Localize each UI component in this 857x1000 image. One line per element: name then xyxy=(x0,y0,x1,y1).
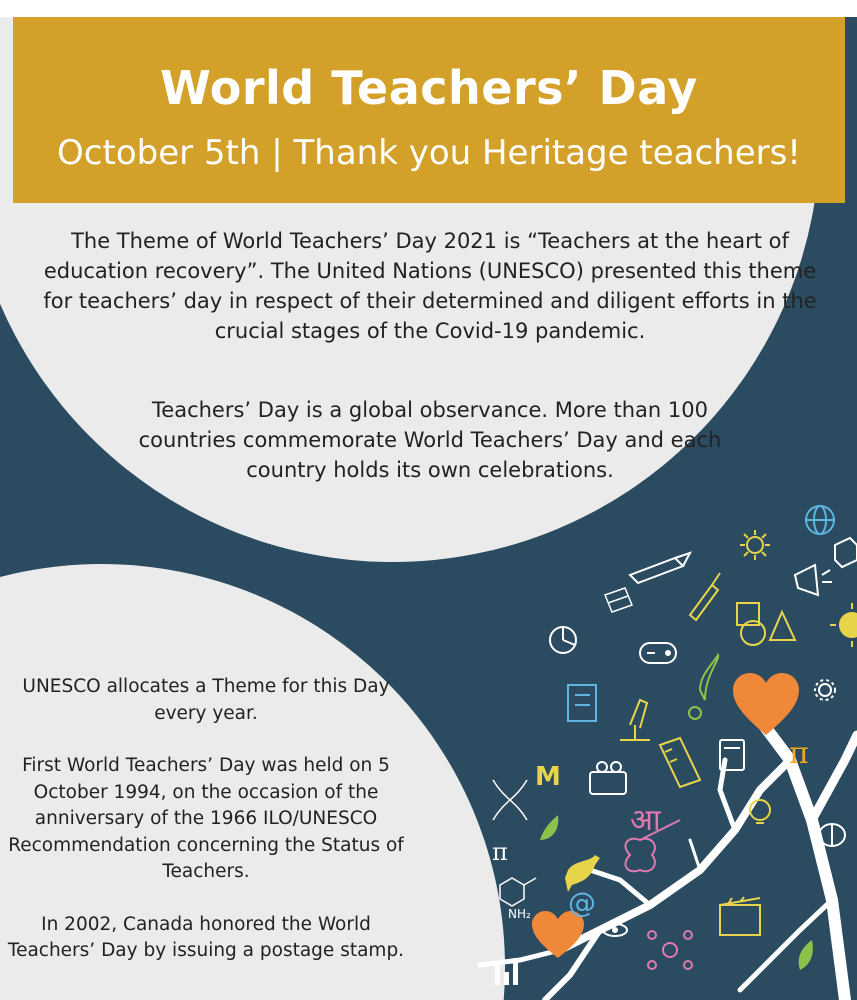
leaf-icon xyxy=(689,655,718,719)
syringe-icon xyxy=(690,573,720,620)
molecule-icon xyxy=(500,878,536,906)
plant-icon xyxy=(799,940,813,970)
dna-icon xyxy=(493,780,527,820)
geometry-shapes-icon xyxy=(737,603,795,645)
camera-icon xyxy=(590,762,626,794)
at-sign-icon: @ xyxy=(568,886,596,919)
fact-theme-allocation: UNESCO allocates a Theme for this Day every year. xyxy=(22,676,390,724)
molecule-label-icon: NH₂ xyxy=(508,907,531,921)
microscope-icon xyxy=(620,700,650,740)
observance-paragraph: Teachers’ Day is a global observance. More than 100 countries commemorate World Teachers’ Day and each country holds its own celebrations. xyxy=(138,398,722,482)
pi-icon: π xyxy=(789,736,809,771)
book-icon xyxy=(568,685,596,721)
chart-grid-icon xyxy=(605,588,632,612)
sun-icon xyxy=(830,603,857,647)
letter-m-icon: M xyxy=(535,762,561,792)
pi-icon: π xyxy=(492,838,508,866)
fact-canada-stamp: In 2002, Canada honored the World Teachers’ Day by issuing a postage stamp. xyxy=(7,913,405,961)
gamepad-icon xyxy=(640,643,676,663)
lightbulb-icon xyxy=(750,800,770,823)
pie-chart-icon xyxy=(550,627,576,653)
fact-first-day: First World Teachers’ Day was held on 5 October 1994, on the occasion of the anniversary of the 1966 ILO/UNESCO Recommendation concerning the Status of Teachers. xyxy=(8,755,404,882)
education-tree-illustration xyxy=(440,500,857,1000)
globe-icon xyxy=(806,506,834,534)
cube-icon xyxy=(835,538,857,567)
network-icon xyxy=(648,931,692,969)
header-banner xyxy=(13,17,845,203)
ruler-icon xyxy=(660,738,700,787)
theme-paragraph: The Theme of World Teachers’ Day 2021 is “Teachers at the heart of education recovery”. The United Nations (UNESCO) presented this theme for teachers’ day in respect of their determined and diligent efforts in the crucial stages of the Covid-19 pandemic. xyxy=(43,229,817,343)
clapperboard-icon xyxy=(720,897,760,935)
heart-icon xyxy=(733,673,799,735)
leaf-icon xyxy=(540,815,558,840)
page-subtitle: October 5th | Thank you Heritage teachers! xyxy=(57,133,801,173)
page-title: World Teachers’ Day xyxy=(160,61,698,115)
hindi-letter-icon: आ xyxy=(630,803,661,838)
facts-section xyxy=(5,674,407,991)
pencil-icon xyxy=(630,553,690,583)
megaphone-icon xyxy=(795,565,832,595)
brain-icon xyxy=(819,824,845,846)
virus-icon xyxy=(740,530,770,560)
gear-icon xyxy=(815,680,835,700)
